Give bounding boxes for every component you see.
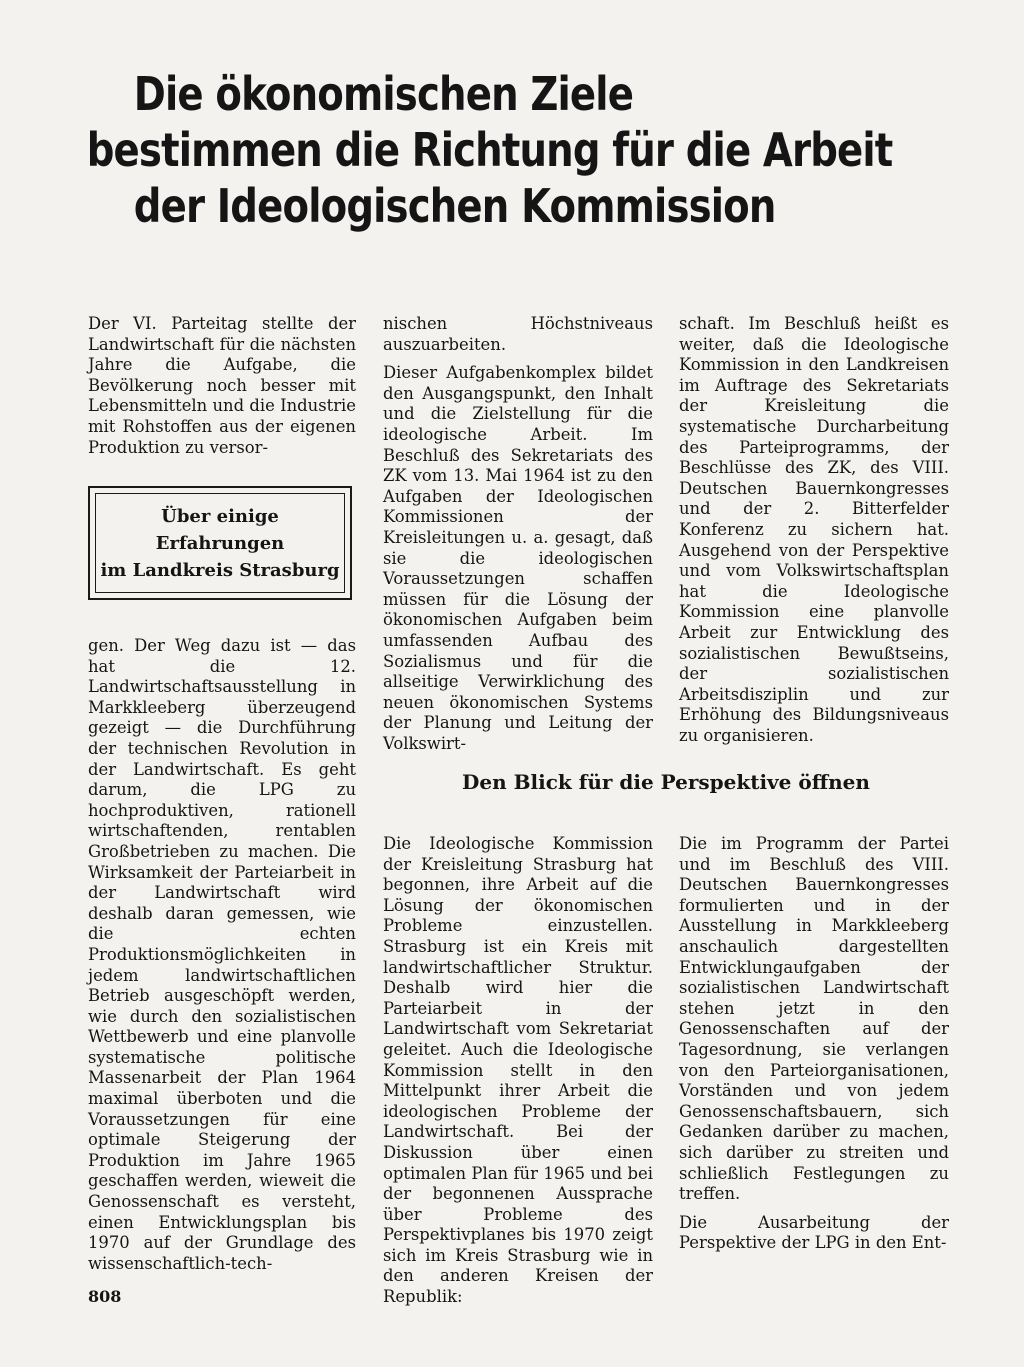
column-2-bottom [383,834,653,1308]
column-2-top [383,314,653,754]
column-1-intro [88,314,356,458]
sub-title-line-1: Über einige [161,505,279,527]
paragraph: Dieser Aufgabenkomplex bildet den Ausgangspunkt, den Inhalt und die Zielstellung für die ideologische Arbeit. Im Beschluß des Sekretariats des ZK vom 13. Mai 1964 ist zu den Aufgaben der Ideologischen Kommissionen der Kreisleitungen u. a. gesagt, daß sie die ideologischen Voraussetzungen schaffen müssen für die Lösung der ökonomischen Aufgaben beim umfassenden Aufbau des Sozialismus und für die allseitige Verwirklichung des neuen ökonomischen Systems der Planung und Leitung der Volkswirt- [383,363,653,753]
paragraph: Die im Programm der Partei und im Beschluß des VIII. Deutschen Bauernkongresses formulierten und in der Ausstellung in Markkleeberg anschaulich dargestellten Entwicklungaufgaben der sozialistischen Landwirtschaft stehen jetzt in den Genossenschaften auf der Tagesordnung, sie verlangen von den Parteiorganisationen, Vorständen und von jedem Genossenschaftsbauern, sich Gedanken darüber zu machen, sich darüber zu streiten und schließlich Festlegungen zu treffen. [679,834,949,1204]
sub-title-box [88,486,352,600]
article-headline [80,66,893,234]
column-1-continued [88,636,356,1274]
paragraph: Die Ideologische Kommission der Kreisleitung Strasburg hat begonnen, ihre Arbeit auf die Lösung der ökonomischen Probleme einzustellen. Strasburg ist ein Kreis mit landwirtschaftlicher Struktur. Deshalb wird hier die Parteiarbeit in der Landwirtschaft vom Sekretariat geleitet. Auch die Ideologische Kommission stellt in den Mittelpunkt ihrer Arbeit die ideologischen Probleme der Landwirtschaft. Bei der Diskussion über einen optimalen Plan für 1965 und bei der begonnenen Aussprache über Probleme des Perspektivplanes bis 1970 zeigt sich im Kreis Strasburg wie in den anderen Kreisen der Republik: [383,834,653,1307]
column-3-top [679,314,949,746]
paragraph: Der VI. Parteitag stellte der Landwirtschaft für die nächsten Jahre die Aufgabe, die Bevölkerung noch besser mit Lebensmitteln und die Industrie mit Rohstoffen aus der eigenen Produktion zu versor- [88,314,356,457]
headline-line-1: Die ökonomischen Ziele [133,67,634,121]
section-heading: Den Blick für die Perspektive öffnen [462,770,870,794]
headline-line-2: bestimmen die Richtung für die Arbeit [86,123,893,177]
sub-title [100,503,339,584]
paragraph: schaft. Im Beschluß heißt es weiter, daß die Ideologische Kommission in den Landkreisen im Auftrage des Sekretariats der Kreisleitung die systematische Durcharbeitung des Parteiprogramms, der Beschlüsse des ZK, des VIII. Deutschen Bauernkongresses und der 2. Bitterfelder Konferenz zu sichern hat. Ausgehend von der Perspektive und vom Volkswirtschaftsplan hat die Ideologische Kommission eine planvolle Arbeit zur Entwicklung des sozialistischen Bewußtseins, der sozialistischen Arbeitsdisziplin und zur Erhöhung des Bildungsniveaus zu organisieren. [679,314,949,745]
paragraph: nischen Höchstniveaus auszuarbeiten. [383,314,653,354]
paragraph: Die Ausarbeitung der Perspektive der LPG in den Ent- [679,1212,949,1253]
paragraph: gen. Der Weg dazu ist — das hat die 12. Landwirtschaftsausstellung in Markkleeberg überzeugend gezeigt — die Durchführung der technischen Revolution in der Landwirtschaft. Es geht darum, die LPG zu hochproduktiven, rationell wirtschaftenden, rentablen Großbetrieben zu machen. Die Wirksamkeit der Parteiarbeit in der Landwirtschaft wird deshalb daran gemessen, wie die echten Produktionsmöglichkeiten in jedem landwirtschaftlichen Betrieb ausgeschöpft werden, wie durch den sozialistischen Wettbewerb und eine planvolle systematische politische Massenarbeit der Plan 1964 maximal überboten und die Voraussetzungen für eine optimale Steigerung der Produktion im Jahre 1965 geschaffen werden, wieweit die Genossenschaft es versteht, einen Entwicklungsplan bis 1970 auf der Grundlage des wissenschaftlich-tech- [88,636,356,1273]
sub-title-line-3: im Landkreis Strasburg [100,559,340,581]
sub-title-line-2: Erfahrungen [155,532,285,554]
page-number: 808 [88,1287,122,1306]
column-3-bottom [679,834,949,1254]
headline-line-3: der Ideologischen Kommission [133,179,776,233]
